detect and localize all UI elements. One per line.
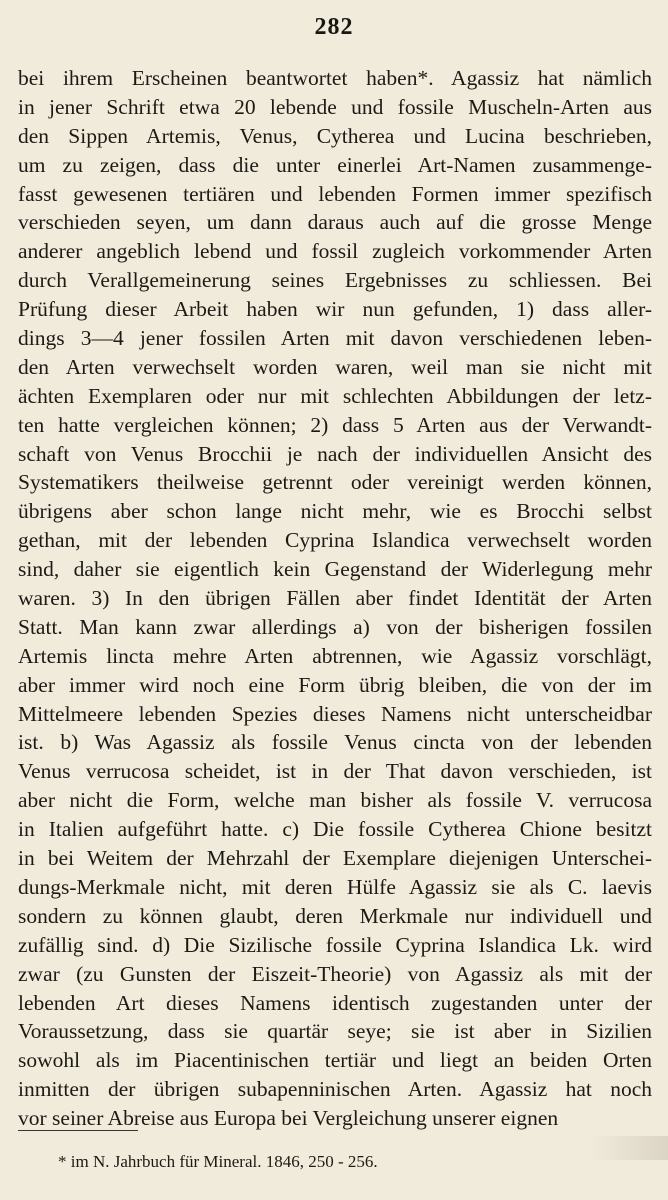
text-line: Mittelmeere lebenden Spezies dieses Namens nicht unterscheidbar — [18, 701, 652, 726]
text-line: aber nicht die Form, welche man bisher als fossile V. verrucosa — [18, 788, 652, 813]
text-line: durch Verallgemeinerung seines Ergebnisses zu schliessen. Bei — [18, 268, 652, 293]
text-line: inmitten der übrigen subapenninischen Arten. Agassiz hat noch — [18, 1077, 652, 1102]
text-line: Venus verrucosa scheidet, ist in der That davon verschieden, ist — [18, 759, 652, 784]
text-line: schaft von Venus Brocchii je nach der individuellen Ansicht des — [18, 441, 652, 466]
text-line: dings 3—4 jener fossilen Arten mit davon verschiedenen leben- — [18, 326, 652, 351]
text-line: bei ihrem Erscheinen beantwortet haben*. Agassiz hat nämlich — [18, 66, 652, 90]
text-line: zufällig sind. d) Die Sizilische fossile Cyprina Islandica Lk. wird — [18, 932, 652, 957]
page-number: 282 — [314, 14, 354, 40]
text-line: den Sippen Artemis, Venus, Cytherea und Lucina beschrieben, — [18, 123, 652, 148]
text-line: Statt. Man kann zwar allerdings a) von der bisherigen fossilen — [18, 614, 652, 639]
text-line: Prüfung dieser Arbeit haben wir nun gefunden, 1) dass aller- — [18, 297, 652, 322]
text-line: fasst gewesenen tertiären und lebenden Formen immer spezifisch — [18, 181, 652, 206]
text-line: aber immer wird noch eine Form übrig bleiben, die von der im — [18, 672, 652, 697]
text-line: den Arten verwechselt worden waren, weil man sie nicht mit — [18, 354, 652, 379]
text-line: zwar (zu Gunsten der Eiszeit-Theorie) von Agassiz als mit der — [18, 961, 652, 986]
text-line: sowohl als im Piacentinischen tertiär und liegt an beiden Orten — [18, 1048, 652, 1073]
footnote-rule — [18, 1130, 138, 1131]
text-line: um zu zeigen, dass die unter einerlei Art-Namen zusammenge- — [18, 152, 652, 177]
text-line: in Italien aufgeführt hatte. c) Die fossile Cytherea Chione besitzt — [18, 817, 652, 842]
text-line: lebenden Art dieses Namens identisch zugestanden unter der — [18, 990, 652, 1015]
footnote: * im N. Jahrbuch für Mineral. 1846, 250 - 256. — [58, 1152, 378, 1171]
text-line: Voraussetzung, dass sie quartär seye; sie ist aber in Sizilien — [18, 1019, 652, 1044]
text-line: verschieden seyen, um dann daraus auch auf die grosse Menge — [18, 210, 652, 235]
text-line: dungs-Merkmale nicht, mit deren Hülfe Agassiz sie als C. laevis — [18, 874, 652, 899]
text-line: ten hatte vergleichen können; 2) dass 5 Arten aus der Verwandt- — [18, 412, 652, 437]
text-line: in bei Weitem der Mehrzahl der Exemplare diejenigen Unterschei- — [18, 846, 652, 871]
text-line: Artemis lincta mehre Arten abtrennen, wie Agassiz vorschlägt, — [18, 643, 652, 668]
text-line: ächten Exemplaren oder nur mit schlechten Abbildungen der letz- — [18, 383, 652, 408]
body-text — [18, 64, 652, 1133]
text-line: Systematikers theilweise getrennt oder vereinigt werden können, — [18, 470, 652, 495]
text-line: gethan, mit der lebenden Cyprina Islandica verwechselt worden — [18, 528, 652, 553]
text-line: vor seiner Abreise aus Europa bei Vergleichung unserer eignen — [18, 1106, 559, 1131]
text-line: anderer angeblich lebend und fossil zugleich vorkommender Arten — [18, 239, 652, 264]
text-line: waren. 3) In den übrigen Fällen aber findet Identität der Arten — [18, 586, 652, 611]
show-through-bleed — [590, 1136, 668, 1160]
text-line: ist. b) Was Agassiz als fossile Venus cincta von der lebenden — [18, 730, 652, 755]
text-line: sondern zu können glaubt, deren Merkmale nur individuell und — [18, 903, 652, 928]
text-line: übrigens aber schon lange nicht mehr, wie es Brocchi selbst — [18, 499, 652, 524]
text-line: in jener Schrift etwa 20 lebende und fossile Muscheln-Arten aus — [18, 94, 652, 119]
text-line: sind, daher sie eigentlich kein Gegenstand der Widerlegung mehr — [18, 557, 652, 582]
